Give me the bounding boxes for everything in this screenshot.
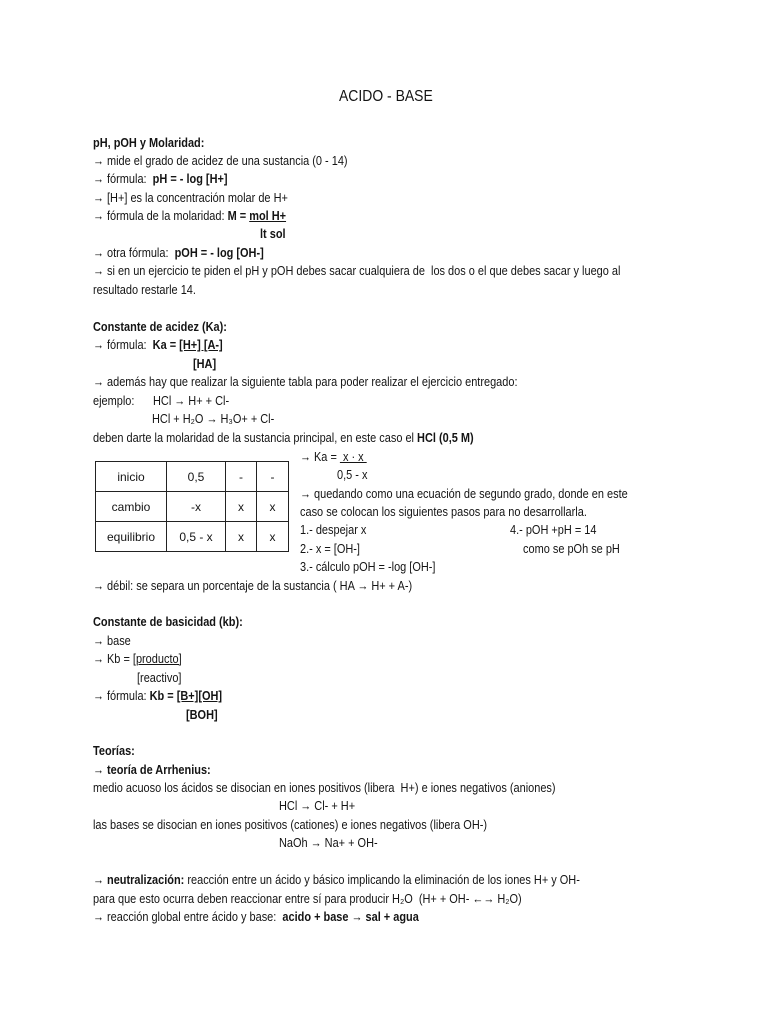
global-reaction-line: → reacción global entre ácido y base: acido + base → sal + agua: [93, 910, 419, 924]
table-cell: -: [226, 462, 257, 492]
table-row: [96, 522, 289, 552]
table-cell: x: [226, 522, 257, 552]
ph-line-8: resultado restarle 14.: [93, 283, 196, 297]
ph-line-4: → fórmula de la molaridad: M = mol H+: [93, 209, 287, 223]
ka-line-6: deben darte la molaridad de la sustancia principal, en este caso el HCl (0,5 M): [93, 431, 474, 445]
table-cell: 0,5: [167, 462, 226, 492]
ph-line-6: → otra fórmula: pOH = - log [OH-]: [93, 246, 264, 260]
kb-heading: Constante de basicidad (kb):: [93, 615, 243, 629]
arrhenius-line-2: las bases se disocian en iones positivos (cationes) e iones negativos (libera OH-): [93, 818, 488, 832]
ka-denominator: [HA]: [193, 357, 217, 371]
ph-line-2: → fórmula: pH = - log [H+]: [93, 172, 228, 186]
ph-line-1: → mide el grado de acidez de una sustancia (0 - 14): [93, 154, 348, 168]
table-cell: x: [257, 522, 289, 552]
table-row: [96, 462, 289, 492]
table-cell: inicio: [96, 462, 167, 492]
molarity-denominator: lt sol: [260, 227, 286, 241]
kb-line-4: → fórmula: Kb = [B+][OH]: [93, 689, 223, 703]
ka-equation-numerator: x · x: [339, 450, 367, 464]
table-cell: cambio: [96, 492, 167, 522]
table-cell: equilibrio: [96, 522, 167, 552]
step-2: 2.- x = [OH-]: [300, 542, 360, 556]
table-cell: -x: [167, 492, 226, 522]
ka-right-line-3: → quedando como una ecuación de segundo grado, donde en este: [300, 487, 628, 501]
ph-heading: pH, pOH y Molaridad:: [93, 136, 205, 150]
arrhenius-reaction-1: HCl → Cl- + H+: [279, 799, 356, 813]
arrhenius-heading: → teoría de Arrhenius:: [93, 763, 211, 777]
kb-denominator: [BOH]: [186, 708, 218, 722]
poh-formula: pOH = - log [OH-]: [174, 246, 264, 260]
ka-heading: Constante de acidez (Ka):: [93, 320, 227, 334]
arrhenius-line-1: medio acuoso los ácidos se disocian en iones positivos (libera H+) e iones negativos (aniones): [93, 781, 556, 795]
neutralization-line: → neutralización: reacción entre un ácido y básico implicando la eliminación de los iones H+ y OH-: [93, 873, 580, 887]
ph-line-7: → si en un ejercicio te piden el pH y pOH debes sacar cualquiera de los dos o el que debes sacar y luego al: [93, 264, 621, 278]
table-cell: x: [257, 492, 289, 522]
step-4-note: como se pOh se pH: [523, 542, 620, 556]
step-1: 1.- despejar x: [300, 523, 367, 537]
ka-weak-line: → débil: se separa un porcentaje de la sustancia ( HA → H+ + A-): [93, 579, 413, 593]
kb-reactant-denominator: [reactivo]: [137, 671, 182, 685]
ka-line-3: → además hay que realizar la siguiente tabla para poder realizar el ejercicio entregado:: [93, 375, 518, 389]
document-title: ACIDO - BASE: [339, 88, 433, 105]
ka-example-reaction-2: HCl + H₂O → H₃O+ + Cl-: [152, 412, 275, 426]
table-row: [96, 492, 289, 522]
ka-equation-denominator: 0,5 - x: [337, 468, 368, 482]
ph-line-3: → [H+] es la concentración molar de H+: [93, 191, 288, 205]
theories-heading: Teorías:: [93, 744, 135, 758]
kb-line-2: → Kb = [producto]: [93, 652, 182, 666]
table-cell: -: [257, 462, 289, 492]
ka-example-label: ejemplo:: [93, 394, 135, 408]
hcl-molarity: HCl (0,5 M): [417, 431, 474, 445]
neutralization-term: neutralización:: [107, 873, 185, 887]
kb-numerator: [B+][OH]: [176, 689, 223, 703]
kb-product-numerator: [producto]: [132, 652, 182, 666]
step-4: 4.- pOH +pH = 14: [510, 523, 597, 537]
molarity-numerator: mol H+: [249, 209, 287, 223]
step-3: 3.- cálculo pOH = -log [OH-]: [300, 560, 436, 574]
ka-right-line-4: caso se colocan los siguientes pasos para no desarrollarla.: [300, 505, 587, 519]
ka-line-1: → fórmula: Ka = [H+] [A-]: [93, 338, 223, 352]
ice-table: [95, 461, 289, 552]
global-reaction: acido + base → sal + agua: [282, 910, 419, 924]
table-cell: 0,5 - x: [167, 522, 226, 552]
kb-line-1: → base: [93, 634, 131, 648]
ka-example-reaction-1: HCl → H+ + Cl-: [153, 394, 230, 408]
ph-formula: pH = - log [H+]: [152, 172, 228, 186]
ka-equation: → Ka = x · x: [300, 450, 367, 464]
table-cell: x: [226, 492, 257, 522]
arrhenius-reaction-2: NaOh → Na+ + OH-: [279, 836, 378, 850]
ka-numerator: [H+] [A-]: [179, 338, 223, 352]
neutralization-line-2: para que esto ocurra deben reaccionar entre sí para producir H₂O (H+ + OH- ←→ H₂O): [93, 892, 522, 906]
